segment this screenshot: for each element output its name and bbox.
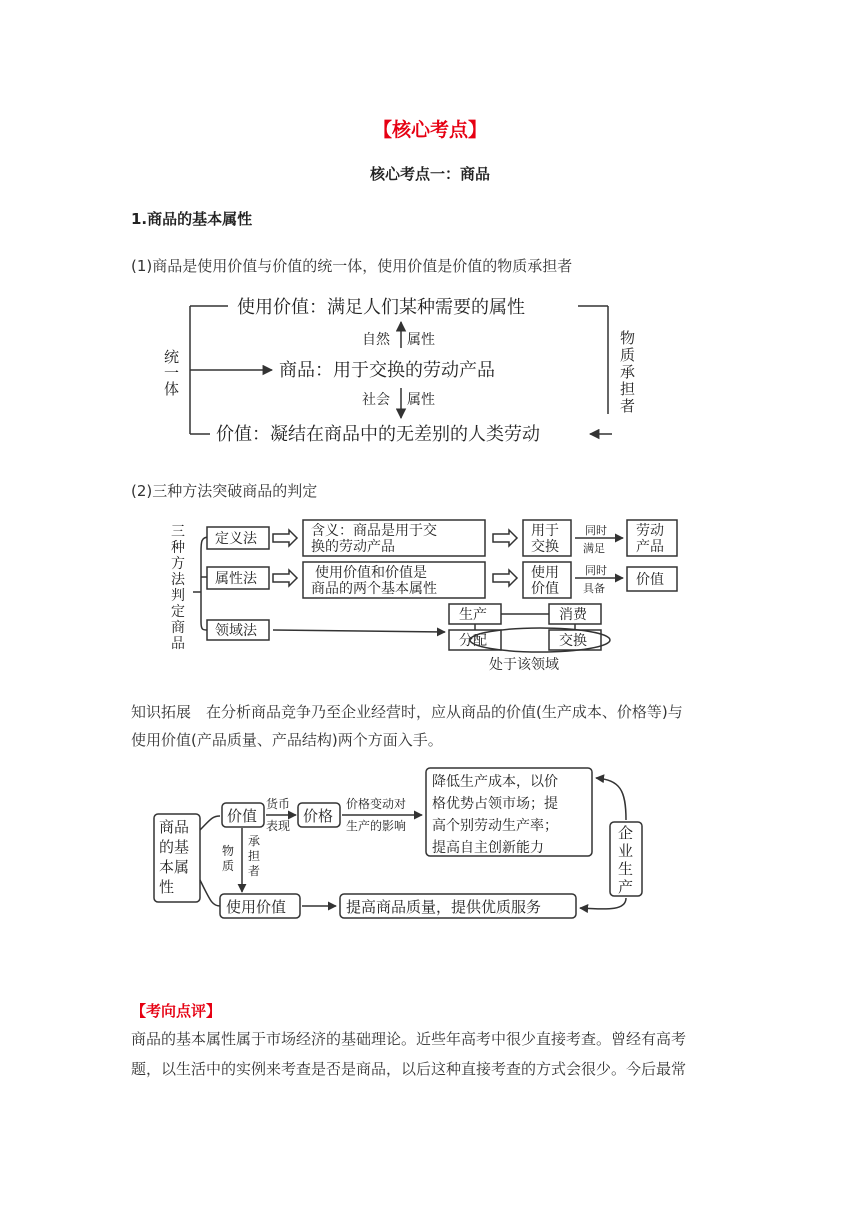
use-value-box-line2: 价值	[531, 581, 559, 597]
point-1-text: (1)商品是使用价值与价值的统一体，使用价值是价值的物质承担者	[131, 257, 573, 275]
cond2-line1: 同时	[585, 564, 607, 577]
commodity-judgement-diagram	[165, 512, 695, 677]
cond2-line2: 具备	[583, 582, 605, 595]
bearer-char-4: 担	[620, 380, 636, 398]
social-label: 社会	[362, 392, 390, 408]
unity-char-2: 一	[164, 364, 180, 382]
property-label-2: 属性	[407, 392, 435, 408]
material-char-2: 质	[222, 859, 235, 873]
measures-line2: 格优势占领市场；提	[432, 796, 558, 812]
bear-char-3: 者	[248, 864, 261, 878]
basic-attribute-enterprise-diagram	[150, 760, 650, 935]
labor-product-line1: 劳动	[636, 523, 664, 539]
section-subtitle: 核心考点一：商品	[369, 165, 490, 183]
currency-label: 货币	[266, 797, 291, 811]
review-paragraph	[131, 1024, 731, 1084]
bearer-char-2: 质	[620, 346, 636, 364]
attr-left-line1: 商品	[159, 818, 190, 836]
extension-line-2: 使用价值(产品质量、产品结构)两个方面入手。	[131, 731, 443, 749]
side-char-5: 判	[171, 588, 185, 604]
property-label-1: 属性	[407, 332, 435, 348]
price-effect-line2: 生产的影响	[346, 819, 407, 833]
attr-left-line4: 性	[159, 878, 175, 896]
measures-line4: 提高自主创新能力	[432, 840, 544, 856]
use-value-node: 使用价值	[226, 898, 287, 916]
side-char-3: 方	[171, 556, 185, 572]
enterprise-char-2: 业	[618, 842, 634, 860]
page-title: 【核心考点】	[372, 119, 487, 141]
quality-service-node: 提高商品质量，提供优质服务	[346, 898, 542, 916]
enterprise-char-1: 企	[618, 824, 634, 842]
consumption-box: 消费	[559, 607, 587, 623]
attr-left-line2: 的基	[159, 838, 190, 856]
unity-char-1: 统	[164, 348, 180, 366]
exchange-box: 交换	[559, 633, 587, 649]
price-node: 价格	[303, 807, 334, 825]
attribute-desc-line1: 使用价值和价值是	[315, 565, 427, 581]
labor-product-line2: 产品	[636, 539, 664, 555]
cond1-line1: 同时	[585, 524, 607, 537]
attribute-desc-line2: 商品的两个基本属性	[311, 581, 437, 597]
cond1-line2: 满足	[583, 542, 605, 555]
side-char-6: 定	[171, 604, 185, 620]
enterprise-char-3: 生	[618, 860, 634, 878]
use-value-line: 使用价值：满足人们某种需要的属性	[237, 297, 525, 318]
bear-char-1: 承	[248, 834, 261, 848]
side-char-1: 三	[171, 524, 185, 540]
natural-label: 自然	[362, 332, 390, 348]
domain-caption: 处于该领域	[489, 657, 559, 673]
point-2-text: (2)三种方法突破商品的判定	[131, 482, 318, 500]
review-line-1: 商品的基本属性属于市场经济的基础理论。近些年高考中很少直接考查。曾经有高考	[131, 1030, 687, 1048]
bear-char-2: 担	[248, 849, 261, 863]
for-exchange-line2: 交换	[531, 539, 559, 555]
bearer-char-5: 者	[620, 397, 636, 415]
distribution-box: 分配	[459, 633, 487, 649]
value-line: 价值：凝结在商品中的无差别的人类劳动	[216, 424, 540, 445]
price-effect-line1: 价格变动对	[346, 797, 407, 811]
attribute-method: 属性法	[215, 571, 257, 587]
domain-method: 领域法	[215, 623, 257, 639]
commodity-line: 商品：用于交换的劳动产品	[279, 360, 495, 381]
commodity-unity-diagram	[150, 290, 650, 450]
use-value-box-line1: 使用	[531, 565, 559, 581]
side-char-8: 品	[171, 636, 185, 652]
measures-line1: 降低生产成本，以价	[432, 774, 558, 790]
extension-line-1: 知识拓展 在分析商品竞争乃至企业经营时，应从商品的价值(生产成本、价格等)与	[131, 703, 683, 721]
review-heading: 【考向点评】	[131, 1002, 222, 1020]
extension-paragraph	[131, 698, 741, 754]
side-char-4: 法	[171, 572, 185, 588]
production-box: 生产	[459, 607, 487, 623]
bearer-char-1: 物	[620, 329, 636, 347]
side-char-2: 种	[171, 540, 185, 556]
value-box: 价值	[636, 572, 664, 588]
definition-method: 定义法	[215, 531, 257, 547]
attr-left-line3: 本属	[159, 858, 190, 876]
for-exchange-line1: 用于	[531, 523, 559, 539]
side-char-7: 商	[171, 620, 185, 636]
bearer-char-3: 承	[620, 363, 636, 381]
measures-line3: 高个别劳动生产率；	[432, 818, 558, 834]
definition-desc-line2: 换的劳动产品	[311, 539, 395, 555]
enterprise-char-4: 产	[618, 878, 634, 896]
section-heading: 1.商品的基本属性	[131, 210, 253, 228]
unity-char-3: 体	[164, 380, 180, 398]
value-node: 价值	[227, 807, 258, 825]
definition-desc-line1: 含义：商品是用于交	[311, 523, 437, 539]
review-line-2: 题，以生活中的实例来考查是否是商品，以后这种直接考查的方式会很少。今后最常	[131, 1060, 687, 1078]
material-char-1: 物	[222, 844, 235, 858]
express-label: 表现	[266, 819, 291, 833]
